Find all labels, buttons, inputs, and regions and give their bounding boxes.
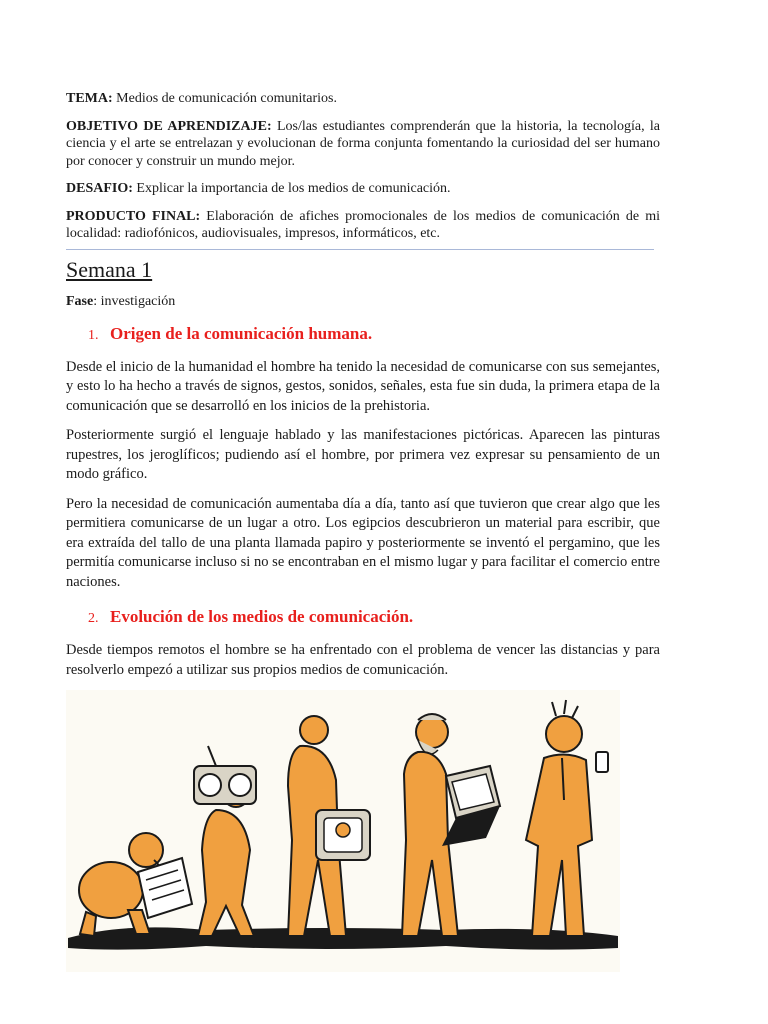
- objetivo-label: OBJETIVO DE APRENDIZAJE:: [66, 118, 272, 134]
- fase-label: Fase: [66, 293, 94, 309]
- radio-icon: [194, 746, 256, 804]
- section-number-2: 2.: [88, 611, 99, 626]
- evolution-illustration: [66, 690, 620, 972]
- section-heading-2: [66, 606, 660, 630]
- television-icon: [316, 810, 370, 860]
- tema-line: [66, 90, 660, 108]
- section-title-2: Evolución de los medios de comunicación.: [110, 607, 414, 626]
- week-title: Semana 1: [66, 256, 153, 282]
- section1-paragraph-2: Posteriormente surgió el lenguaje hablado y las manifestaciones pictóricas. Aparecen las pinturas rupestres, los jeroglíficos; pudiendo así el hombre, por primera vez expresar su pensamiento de un modo gráfico.: [66, 427, 660, 482]
- fase-line: [66, 293, 660, 311]
- tema-label: TEMA:: [66, 91, 113, 106]
- suited-man-phone-figure: [526, 700, 592, 936]
- producto-value: Elaboración de afiches promocionales de los medios de comunicación de mi localidad: radiofónicos, audiovisuales, impresos, informáticos, etc.: [66, 208, 661, 241]
- producto-paragraph: [66, 208, 660, 243]
- objetivo-value: Los/las estudiantes comprenderán que la historia, la tecnología, la ciencia y el arte se entrelazan y evolucionan de forma conjunta fomentando la curiosidad del ser humano por conocer y construir un mundo mejor.: [66, 118, 661, 169]
- desafio-line: [66, 180, 660, 198]
- section2-paragraph-1: Desde tiempos remotos el hombre se ha enfrentado con el problema de vencer las distancias y para resolverlo empezó a utilizar sus propios medios de comunicación.: [66, 642, 660, 678]
- phone-icon: [596, 752, 608, 772]
- fase-value: : investigación: [93, 293, 176, 309]
- objetivo-paragraph: [66, 118, 660, 171]
- section1-paragraph-1: Desde el inicio de la humanidad el hombre ha tenido la necesidad de comunicarse con sus semejantes, y esto lo ha hecho a través de signos, gestos, sonidos, señales, esta fue sin duda, la primera etapa de la comunicación que se desarrolló en los inicios de la prehistoria.: [66, 358, 660, 414]
- tema-value: Medios de comunicación comunitarios.: [116, 91, 338, 106]
- desafio-value: Explicar la importancia de los medios de comunicación.: [136, 181, 451, 196]
- desafio-label: DESAFIO:: [66, 181, 133, 196]
- bearded-man-laptop-figure: [402, 714, 458, 936]
- section-title-1: Origen de la comunicación humana.: [110, 323, 373, 343]
- section1-paragraph-3: Pero la necesidad de comunicación aumentaba día a día, tanto así que tuvieron que crear algo que les permitiera comunicarse de un lugar a otro. Los egipcios descubrieron un material para escribir, que era extraída del tallo de una planta llamada papiro y posteriormente se inventó el pergamino, que les permitía comunicarse incluso si no se encontraban en el mismo lugar y para facilitar el comercio entre naciones.: [66, 495, 660, 590]
- evolution-illustration-svg: [66, 690, 620, 972]
- laptop-icon: [442, 766, 500, 846]
- horizontal-divider: [66, 249, 654, 250]
- section-heading-1: [66, 323, 660, 347]
- section-number-1: 1.: [88, 327, 99, 343]
- producto-label: PRODUCTO FINAL:: [66, 208, 201, 224]
- document-page: [66, 90, 660, 690]
